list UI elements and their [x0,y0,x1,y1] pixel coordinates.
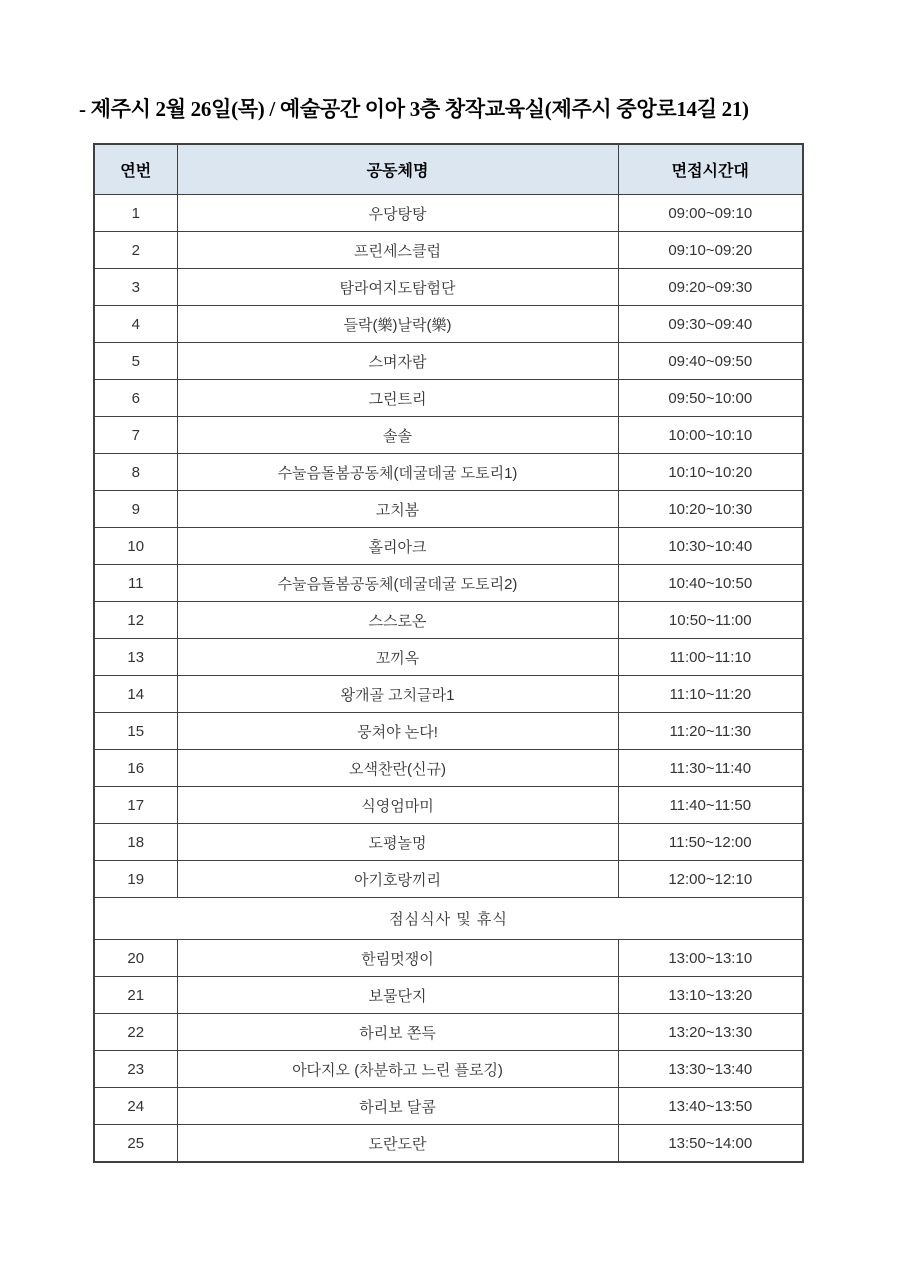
table-row [94,306,803,343]
table-row [94,639,803,676]
cell-interview-time: 09:20~09:30 [618,269,803,306]
cell-community-name: 뭉쳐야 논다! [177,713,618,750]
cell-interview-time: 09:30~09:40 [618,306,803,343]
table-row [94,1088,803,1125]
cell-community-name: 꼬끼옥 [177,639,618,676]
cell-interview-time: 11:20~11:30 [618,713,803,750]
cell-interview-time: 10:20~10:30 [618,491,803,528]
cell-serial-number: 15 [94,713,177,750]
cell-interview-time: 11:50~12:00 [618,824,803,861]
cell-serial-number: 8 [94,454,177,491]
table-row [94,565,803,602]
table-row [94,380,803,417]
cell-interview-time: 13:40~13:50 [618,1088,803,1125]
cell-community-name: 홀리아크 [177,528,618,565]
cell-serial-number: 14 [94,676,177,713]
cell-community-name: 그린트리 [177,380,618,417]
table-row [94,1125,803,1163]
header-row [94,144,803,195]
cell-interview-time: 09:10~09:20 [618,232,803,269]
cell-interview-time: 13:30~13:40 [618,1051,803,1088]
table-row [94,417,803,454]
cell-community-name: 스스로온 [177,602,618,639]
cell-community-name: 왕개골 고치글라1 [177,676,618,713]
cell-interview-time: 10:10~10:20 [618,454,803,491]
cell-interview-time: 11:00~11:10 [618,639,803,676]
cell-community-name: 프린세스클럽 [177,232,618,269]
table-row [94,195,803,232]
header-interview-time: 면접시간대 [618,144,803,195]
cell-serial-number: 4 [94,306,177,343]
table-row [94,824,803,861]
cell-interview-time: 10:40~10:50 [618,565,803,602]
cell-community-name: 아기호랑끼리 [177,861,618,898]
cell-serial-number: 24 [94,1088,177,1125]
cell-community-name: 수눌음돌봄공동체(데굴데굴 도토리2) [177,565,618,602]
cell-serial-number: 12 [94,602,177,639]
cell-community-name: 도란도란 [177,1125,618,1163]
cell-interview-time: 11:30~11:40 [618,750,803,787]
cell-community-name: 도평놀멍 [177,824,618,861]
table-row [94,713,803,750]
cell-serial-number: 9 [94,491,177,528]
table-row [94,343,803,380]
cell-serial-number: 22 [94,1014,177,1051]
cell-serial-number: 21 [94,977,177,1014]
cell-serial-number: 1 [94,195,177,232]
table-row [94,602,803,639]
table-row [94,977,803,1014]
cell-serial-number: 17 [94,787,177,824]
table-body [94,195,803,1163]
cell-interview-time: 13:20~13:30 [618,1014,803,1051]
table-row [94,269,803,306]
cell-interview-time: 10:00~10:10 [618,417,803,454]
cell-community-name: 우당탕탕 [177,195,618,232]
cell-interview-time: 12:00~12:10 [618,861,803,898]
cell-community-name: 솔솔 [177,417,618,454]
cell-community-name: 수눌음돌봄공동체(데굴데굴 도토리1) [177,454,618,491]
table-row [94,861,803,898]
cell-interview-time: 13:10~13:20 [618,977,803,1014]
cell-serial-number: 16 [94,750,177,787]
cell-serial-number: 7 [94,417,177,454]
table-row [94,750,803,787]
break-row [94,898,803,940]
cell-community-name: 하리보 달콤 [177,1088,618,1125]
cell-serial-number: 13 [94,639,177,676]
cell-interview-time: 09:00~09:10 [618,195,803,232]
cell-serial-number: 3 [94,269,177,306]
table-row [94,787,803,824]
table-row [94,454,803,491]
cell-community-name: 보물단지 [177,977,618,1014]
cell-serial-number: 6 [94,380,177,417]
cell-serial-number: 25 [94,1125,177,1163]
table-row [94,940,803,977]
table-row [94,528,803,565]
cell-interview-time: 13:00~13:10 [618,940,803,977]
table-row [94,232,803,269]
cell-community-name: 아다지오 (차분하고 느린 플로깅) [177,1051,618,1088]
cell-serial-number: 5 [94,343,177,380]
cell-community-name: 한림멋쟁이 [177,940,618,977]
cell-interview-time: 11:40~11:50 [618,787,803,824]
table-header [94,144,803,195]
cell-serial-number: 2 [94,232,177,269]
cell-interview-time: 09:40~09:50 [618,343,803,380]
cell-serial-number: 18 [94,824,177,861]
header-community-name: 공동체명 [177,144,618,195]
header-serial-number: 연번 [94,144,177,195]
cell-community-name: 들락(樂)날락(樂) [177,306,618,343]
cell-serial-number: 10 [94,528,177,565]
cell-community-name: 스며자람 [177,343,618,380]
interview-schedule-table [93,143,804,1163]
cell-serial-number: 20 [94,940,177,977]
cell-interview-time: 13:50~14:00 [618,1125,803,1163]
cell-serial-number: 11 [94,565,177,602]
cell-serial-number: 19 [94,861,177,898]
cell-interview-time: 09:50~10:00 [618,380,803,417]
table-row [94,491,803,528]
table-row [94,1014,803,1051]
cell-interview-time: 11:10~11:20 [618,676,803,713]
cell-interview-time: 10:50~11:00 [618,602,803,639]
cell-community-name: 하리보 쫀득 [177,1014,618,1051]
table-row [94,1051,803,1088]
cell-community-name: 식영엄마미 [177,787,618,824]
page-title: - 제주시 2월 26일(목) / 예술공간 이아 3층 창작교육실(제주시 중앙로14길 21) [79,97,749,121]
cell-interview-time: 10:30~10:40 [618,528,803,565]
break-label: 점심식사 및 휴식 [94,898,803,940]
table-row [94,676,803,713]
cell-community-name: 오색찬란(신규) [177,750,618,787]
cell-community-name: 탐라여지도탐험단 [177,269,618,306]
cell-community-name: 고치봄 [177,491,618,528]
cell-serial-number: 23 [94,1051,177,1088]
